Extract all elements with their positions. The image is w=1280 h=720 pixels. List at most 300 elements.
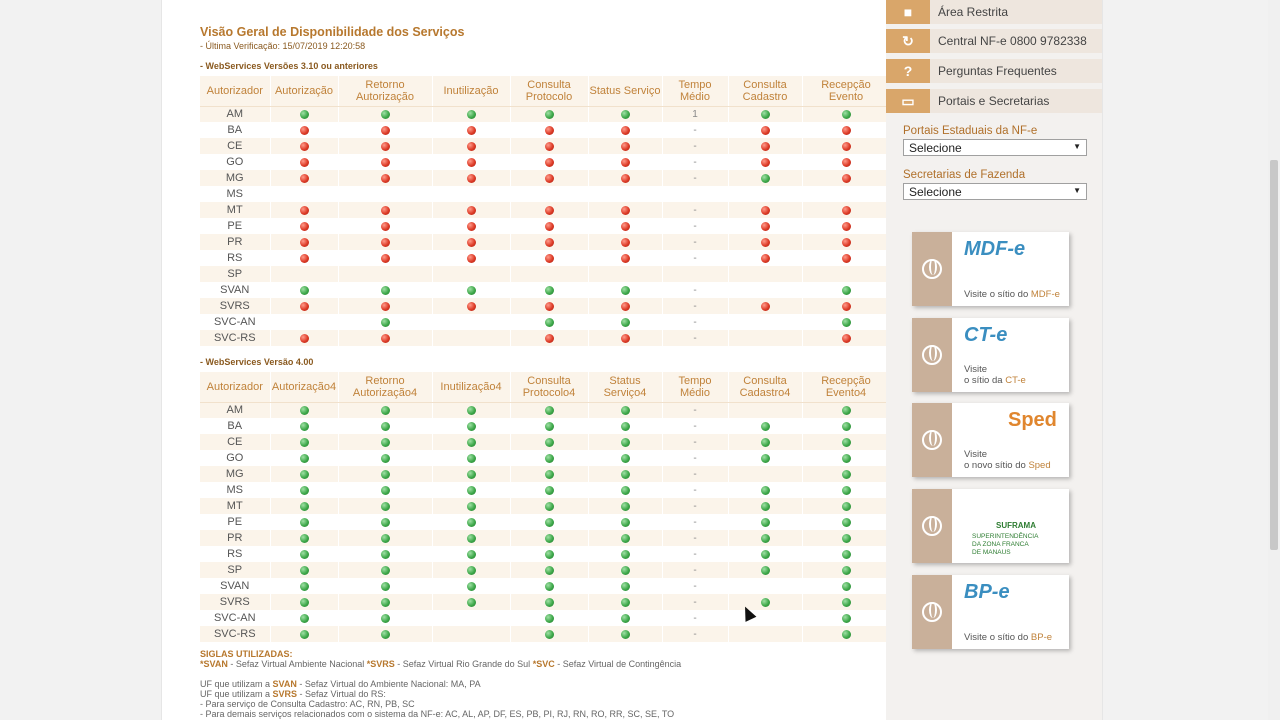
status-red-icon [300,174,309,183]
status-red-icon [300,302,309,311]
empty-cell [338,186,432,202]
status-red-icon [842,254,851,263]
status-red-icon [467,126,476,135]
status-cell [802,402,890,418]
page-title: Visão Geral de Disponibilidade dos Serviços [200,25,465,39]
status-cell [270,402,338,418]
status-green-icon [545,470,554,479]
tempo-medio-cell [662,298,728,314]
status-cell [432,418,510,434]
status-green-icon [842,630,851,639]
column-header: Inutilização4 [432,372,510,402]
status-red-icon [381,334,390,343]
empty-cell [432,186,510,202]
status-cell [432,546,510,562]
status-green-icon [761,502,770,511]
status-green-icon [842,582,851,591]
status-green-icon [545,534,554,543]
banner-mdfe[interactable] [912,232,1069,306]
status-cell [432,170,510,186]
status-green-icon [300,598,309,607]
tempo-medio-value: - [693,333,697,344]
status-cell [510,482,588,498]
status-cell [510,330,588,346]
menu-perguntas-label: Perguntas Frequentes [938,64,1057,78]
status-cell [338,610,432,626]
status-green-icon [621,438,630,447]
status-cell [432,498,510,514]
status-cell [270,282,338,298]
tempo-medio-cell [662,626,728,642]
status-cell [338,106,432,122]
status-cell [802,314,890,330]
empty-cell [588,186,662,202]
status-green-icon [300,438,309,447]
status-red-icon [381,142,390,151]
status-cell [588,450,662,466]
uf-cell: BA [200,122,270,138]
status-cell [510,562,588,578]
section-label-v310: - WebServices Versões 3.10 ou anteriores [200,61,378,71]
table-row [200,626,890,642]
status-cell [728,154,802,170]
column-header: Autorizador [200,372,270,402]
status-green-icon [621,550,630,559]
status-green-icon [300,486,309,495]
status-cell [728,234,802,250]
tempo-medio-value: - [693,629,697,640]
status-red-icon [300,126,309,135]
status-cell [802,610,890,626]
status-green-icon [300,630,309,639]
status-red-icon [467,174,476,183]
status-cell [728,530,802,546]
status-red-icon [761,206,770,215]
status-cell [588,418,662,434]
status-cell [338,562,432,578]
status-red-icon [381,206,390,215]
empty-cell [510,266,588,282]
status-cell [802,250,890,266]
tempo-medio-value: - [693,581,697,592]
empty-cell [588,266,662,282]
empty-cell [432,266,510,282]
table-row [200,418,890,434]
status-red-icon [545,174,554,183]
uf-cell: SVRS [200,594,270,610]
status-cell [270,450,338,466]
status-green-icon [545,406,554,415]
status-red-icon [300,238,309,247]
status-green-icon [842,534,851,543]
status-red-icon [842,302,851,311]
status-red-icon [545,222,554,231]
tempo-medio-value: - [693,533,697,544]
status-green-icon [381,406,390,415]
status-green-icon [842,550,851,559]
chevron-down-icon: ▼ [1073,142,1081,151]
status-cell [728,250,802,266]
status-green-icon [761,486,770,495]
uf-cell: MG [200,170,270,186]
status-green-icon [381,454,390,463]
status-cell [588,234,662,250]
status-cell [510,546,588,562]
status-red-icon [467,222,476,231]
status-cell [728,298,802,314]
status-cell [802,546,890,562]
status-green-icon [621,534,630,543]
status-cell [728,122,802,138]
column-header: Status Serviço4 [588,372,662,402]
status-cell [510,250,588,266]
footer-svrs-cadastro: - Para serviço de Consulta Cadastro: AC, RN, PB, SC [200,699,415,709]
status-cell [338,402,432,418]
footer-svrs-demais: - Para demais serviços relacionados com o sistema da NF-e: AC, AL, AP, DF, ES, PB, PI, RJ, RN, RO, RR, SC, SE, TO [200,709,675,719]
portais-select[interactable] [903,139,1087,156]
status-green-icon [467,422,476,431]
status-red-icon [621,302,630,311]
banner-cte-text: Visite o sítio da CT-e [964,364,1026,386]
scrollbar-thumb[interactable] [1270,160,1278,550]
table-row [200,106,890,122]
tempo-medio-cell [662,202,728,218]
tempo-medio-cell [662,578,728,594]
status-green-icon [300,110,309,119]
status-green-icon [621,406,630,415]
status-cell [338,498,432,514]
uf-cell: MT [200,498,270,514]
status-cell [270,594,338,610]
table-row [200,202,890,218]
status-cell [510,578,588,594]
status-cell [432,514,510,530]
status-cell [510,314,588,330]
table-row [200,266,890,282]
status-cell [802,514,890,530]
status-cell [432,562,510,578]
status-cell [432,234,510,250]
status-red-icon [842,238,851,247]
status-cell [338,154,432,170]
status-cell [588,218,662,234]
uf-cell: GO [200,154,270,170]
column-header: Status Serviço [588,76,662,106]
status-red-icon [621,238,630,247]
column-header: Recepção Evento4 [802,372,890,402]
status-green-icon [381,318,390,327]
column-header: Consulta Cadastro4 [728,372,802,402]
status-cell [588,154,662,170]
status-green-icon [842,454,851,463]
tempo-medio-cell [662,562,728,578]
status-green-icon [300,614,309,623]
tempo-medio-cell [662,218,728,234]
status-green-icon [381,598,390,607]
status-cell [728,482,802,498]
status-green-icon [545,598,554,607]
status-cell [432,218,510,234]
status-red-icon [621,142,630,151]
status-cell [802,218,890,234]
status-green-icon [761,598,770,607]
status-cell [728,562,802,578]
status-green-icon [621,614,630,623]
uf-cell: RS [200,250,270,266]
empty-cell [802,186,890,202]
status-cell [432,106,510,122]
status-red-icon [300,222,309,231]
status-cell [510,418,588,434]
status-green-icon [467,502,476,511]
status-red-icon [300,142,309,151]
table-row [200,314,890,330]
status-cell [432,594,510,610]
table-row [200,450,890,466]
status-red-icon [761,142,770,151]
status-green-icon [300,422,309,431]
table-row [200,250,890,266]
status-cell [432,250,510,266]
tempo-medio-cell [662,122,728,138]
empty-cell [662,186,728,202]
status-cell [802,530,890,546]
empty-cell [728,626,802,642]
status-green-icon [545,502,554,511]
status-red-icon [467,302,476,311]
status-cell [338,234,432,250]
globe-icon [912,575,952,649]
empty-cell [728,466,802,482]
empty-cell [432,330,510,346]
status-green-icon [300,406,309,415]
secretarias-select[interactable] [903,183,1087,200]
status-green-icon [300,470,309,479]
status-green-icon [761,110,770,119]
menu-central-nfe[interactable] [886,29,1102,53]
status-cell [270,498,338,514]
bpe-logo: BP-e [964,581,1010,603]
last-check: - Última Verificação: 15/07/2019 12:20:58 [200,41,366,51]
status-cell [432,530,510,546]
tempo-medio-value: - [693,549,697,560]
status-red-icon [761,302,770,311]
status-cell [270,298,338,314]
status-cell [588,610,662,626]
status-green-icon [467,486,476,495]
status-red-icon [621,174,630,183]
status-cell [802,138,890,154]
status-cell [510,610,588,626]
banner-suframa[interactable] [912,489,1069,563]
uf-cell: MT [200,202,270,218]
status-green-icon [621,518,630,527]
status-green-icon [842,110,851,119]
secretarias-select-value: Selecione [909,185,962,199]
footer-siglas: *SVAN - Sefaz Virtual Ambiente Nacional *SVRS - Sefaz Virtual Rio Grande do Sul *SVC - Sefaz Virtual de Contingência [200,659,682,669]
status-cell [270,250,338,266]
table-row [200,122,890,138]
table-row [200,402,890,418]
status-red-icon [761,126,770,135]
status-red-icon [545,158,554,167]
status-green-icon [300,534,309,543]
status-cell [510,218,588,234]
status-cell [588,202,662,218]
status-cell [270,202,338,218]
status-red-icon [842,174,851,183]
tempo-medio-cell [662,106,728,122]
tempo-medio-cell [662,450,728,466]
column-header: Retorno Autorização [338,76,432,106]
banner-bpe[interactable] [912,575,1069,649]
column-header: Consulta Cadastro [728,76,802,106]
tempo-medio-cell [662,514,728,530]
status-cell [432,466,510,482]
status-red-icon [761,222,770,231]
column-header: Retorno Autorização4 [338,372,432,402]
status-green-icon [761,422,770,431]
status-green-icon [842,518,851,527]
status-cell [510,282,588,298]
column-header: Tempo Médio [662,372,728,402]
status-cell [338,466,432,482]
status-green-icon [761,518,770,527]
tempo-medio-cell [662,282,728,298]
status-cell [270,154,338,170]
uf-cell: RS [200,546,270,562]
status-red-icon [300,334,309,343]
tempo-medio-cell [662,482,728,498]
status-green-icon [621,566,630,575]
status-cell [588,250,662,266]
table-row [200,282,890,298]
status-cell [588,434,662,450]
tempo-medio-cell [662,530,728,546]
banner-sped[interactable] [912,403,1069,477]
tempo-medio-cell [662,138,728,154]
status-cell [728,450,802,466]
status-cell [588,122,662,138]
uf-cell: SVC-AN [200,610,270,626]
table-row [200,530,890,546]
uf-cell: PE [200,218,270,234]
table-row [200,138,890,154]
status-cell [728,106,802,122]
status-green-icon [545,454,554,463]
status-cell [802,234,890,250]
status-green-icon [381,518,390,527]
status-cell [802,434,890,450]
status-cell [588,466,662,482]
tempo-medio-cell [662,154,728,170]
status-red-icon [545,206,554,215]
empty-cell [432,314,510,330]
tempo-medio-cell [662,250,728,266]
status-cell [338,450,432,466]
status-cell [802,578,890,594]
status-cell [588,298,662,314]
status-cell [510,530,588,546]
table-row [200,482,890,498]
status-cell [510,434,588,450]
status-green-icon [381,286,390,295]
status-green-icon [545,318,554,327]
status-cell [510,234,588,250]
status-cell [802,482,890,498]
status-cell [510,202,588,218]
status-green-icon [621,502,630,511]
status-green-icon [381,534,390,543]
portais-select-value: Selecione [909,141,962,155]
column-header: Tempo Médio [662,76,728,106]
services-table-v310 [200,76,891,346]
status-green-icon [621,110,630,119]
table-row [200,514,890,530]
portais-label: Portais Estaduais da NF-e [903,125,1038,137]
status-green-icon [842,406,851,415]
uf-cell: PR [200,530,270,546]
uf-cell: PE [200,514,270,530]
status-cell [338,594,432,610]
tempo-medio-cell [662,466,728,482]
status-red-icon [545,142,554,151]
chevron-down-icon: ▼ [1073,186,1081,195]
status-cell [270,530,338,546]
status-green-icon [381,470,390,479]
scrollbar[interactable] [1268,0,1280,720]
empty-cell [728,578,802,594]
uf-cell: BA [200,418,270,434]
tempo-medio-value: - [693,501,697,512]
status-green-icon [381,614,390,623]
table-row [200,186,890,202]
uf-cell: SVC-RS [200,626,270,642]
status-red-icon [381,126,390,135]
tempo-medio-value: - [693,221,697,232]
status-cell [270,106,338,122]
uf-cell: SVAN [200,282,270,298]
status-green-icon [545,630,554,639]
tempo-medio-value: - [693,437,697,448]
status-cell [728,498,802,514]
status-cell [338,330,432,346]
status-cell [338,170,432,186]
status-red-icon [842,222,851,231]
status-cell [338,482,432,498]
menu-portais-secretarias[interactable] [886,89,1102,113]
empty-cell [432,610,510,626]
status-green-icon [467,582,476,591]
menu-perguntas-frequentes[interactable] [886,59,1102,83]
menu-area-restrita[interactable] [886,0,1102,24]
status-cell [588,282,662,298]
status-cell [510,514,588,530]
table-row [200,610,890,626]
globe-icon [912,232,952,306]
status-cell [338,138,432,154]
status-cell [802,330,890,346]
status-cell [510,138,588,154]
status-cell [588,402,662,418]
status-green-icon [545,518,554,527]
status-cell [588,546,662,562]
tempo-medio-cell [662,314,728,330]
status-cell [510,122,588,138]
status-green-icon [545,550,554,559]
status-cell [588,498,662,514]
banner-cte[interactable] [912,318,1069,392]
